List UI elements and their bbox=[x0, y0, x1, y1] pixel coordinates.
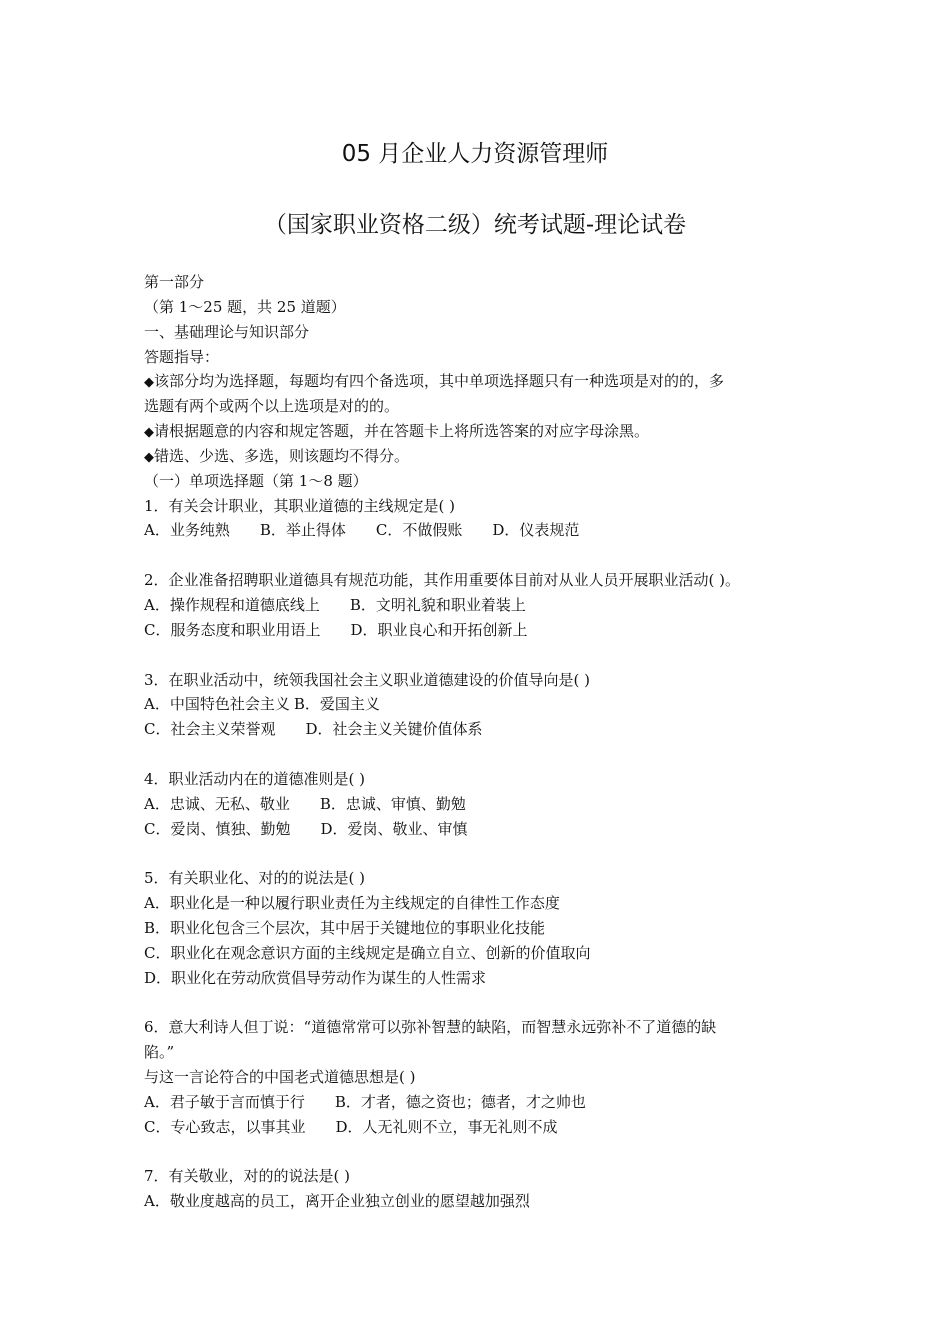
option-b: B．才者，德之资也；德者，才之帅也 bbox=[334, 1092, 586, 1111]
bullet-diamond-icon: ◆ bbox=[144, 375, 154, 391]
question-5-stem: 5．有关职业化、对的的说法是( ) bbox=[144, 869, 366, 888]
option-c: C．职业化在观念意识方面的主线规定是确立自立、创新的价值取向 bbox=[144, 943, 591, 962]
option-c: C．社会主义荣誉观 bbox=[144, 720, 276, 739]
option-a: A．忠诚、无私、敬业 bbox=[144, 794, 290, 813]
bullet-diamond-icon: ◆ bbox=[144, 449, 154, 465]
question-3-stem: 3．在职业活动中，统领我国社会主义职业道德建设的价值导向是( ) bbox=[144, 670, 591, 689]
option-d: D．人无礼则不立，事无礼则不成 bbox=[335, 1117, 558, 1136]
instruction-text: 请根据题意的内容和规定答题，并在答题卡上将所选答案的对应字母涂黑。 bbox=[154, 422, 650, 441]
option-a: A．君子敏于言而慎于行 bbox=[144, 1092, 305, 1111]
question-6-stem: 6．意大利诗人但丁说：“道德常常可以弥补智慧的缺陷，而智慧永远弥补不了道德的缺 bbox=[144, 1018, 717, 1037]
guide-heading: 答题指导： bbox=[144, 347, 220, 366]
option-c: C．不做假账 bbox=[375, 521, 463, 540]
option-a: A．中国特色社会主义 bbox=[144, 695, 290, 714]
question-7-stem: 7．有关敬业，对的的说法是( ) bbox=[144, 1167, 351, 1186]
question-6-options-ab bbox=[144, 1090, 824, 1115]
option-d: D．职业化在劳动欣赏倡导劳动作为谋生的人性需求 bbox=[144, 968, 487, 987]
option-a: A．业务纯熟 bbox=[144, 521, 230, 540]
question-3-options-cd bbox=[144, 717, 824, 742]
option-b: B．爱国主义 bbox=[293, 695, 380, 714]
question-6-stem-cont: 陷。” bbox=[144, 1043, 175, 1062]
option-d: D．爱岗、敬业、审慎 bbox=[320, 819, 468, 838]
question-6-options-cd bbox=[144, 1115, 824, 1140]
option-b: B．举止得体 bbox=[259, 521, 346, 540]
question-1-options bbox=[144, 518, 824, 543]
instruction-text: 错选、少选、多选，则该题均不得分。 bbox=[154, 446, 410, 465]
section-heading: 一、基础理论与知识部分 bbox=[144, 322, 310, 341]
question-1-stem: 1．有关会计职业，其职业道德的主线规定是( ) bbox=[144, 496, 456, 515]
instruction-1-cont: 选题有两个或两个以上选项是对的的。 bbox=[144, 397, 400, 416]
question-6-prompt: 与这一言论符合的中国老式道德思想是( ) bbox=[144, 1068, 416, 1086]
question-3-options-ab bbox=[144, 692, 824, 717]
option-d: D．社会主义关键价值体系 bbox=[305, 720, 483, 739]
question-2-stem: 2．企业准备招聘职业道德具有规范功能，其作用重要体目前对从业人员开展职业活动( )。 bbox=[144, 571, 741, 590]
option-b: B．文明礼貌和职业着装上 bbox=[349, 595, 526, 614]
option-b: B．忠诚、审慎、勤勉 bbox=[319, 794, 466, 813]
instruction-3 bbox=[144, 444, 824, 469]
option-b: B．职业化包含三个层次，其中居于关键地位的事职业化技能 bbox=[144, 918, 546, 937]
question-range: （第 1～25 题，共 25 道题） bbox=[144, 297, 346, 316]
option-d: D．仪表规范 bbox=[492, 521, 580, 540]
question-2-options-cd bbox=[144, 618, 824, 643]
option-a: A．敬业度越高的员工，离开企业独立创业的愿望越加强烈 bbox=[144, 1192, 530, 1211]
option-c: C．服务态度和职业用语上 bbox=[144, 620, 321, 639]
exam-body bbox=[144, 270, 824, 1214]
question-4-options-cd bbox=[144, 817, 824, 842]
subsection-heading: （一）单项选择题（第 1～8 题） bbox=[144, 471, 368, 490]
question-4-options-ab bbox=[144, 792, 824, 817]
option-d: D．职业良心和开拓创新上 bbox=[350, 620, 528, 639]
option-c: C．爱岗、慎独、勤勉 bbox=[144, 819, 291, 838]
option-c: C．专心致志，以事其业 bbox=[144, 1117, 306, 1136]
document-subtitle: （国家职业资格二级）统考试题-理论试卷 bbox=[263, 212, 687, 238]
option-a: A．操作规程和道德底线上 bbox=[144, 595, 320, 614]
instruction-text: 该部分均为选择题，每题均有四个备选项，其中单项选择题只有一种选项是对的的，多 bbox=[154, 372, 725, 391]
question-4-stem: 4．职业活动内在的道德准则是( ) bbox=[144, 769, 366, 788]
bullet-diamond-icon: ◆ bbox=[144, 425, 154, 441]
document-title: 05 月企业人力资源管理师 bbox=[341, 141, 609, 167]
part-heading: 第一部分 bbox=[144, 273, 205, 291]
question-2-options-ab bbox=[144, 593, 824, 618]
instruction-2 bbox=[144, 419, 824, 444]
option-a: A．职业化是一种以履行职业责任为主线规定的自律性工作态度 bbox=[144, 894, 560, 913]
instruction-1 bbox=[144, 369, 824, 394]
